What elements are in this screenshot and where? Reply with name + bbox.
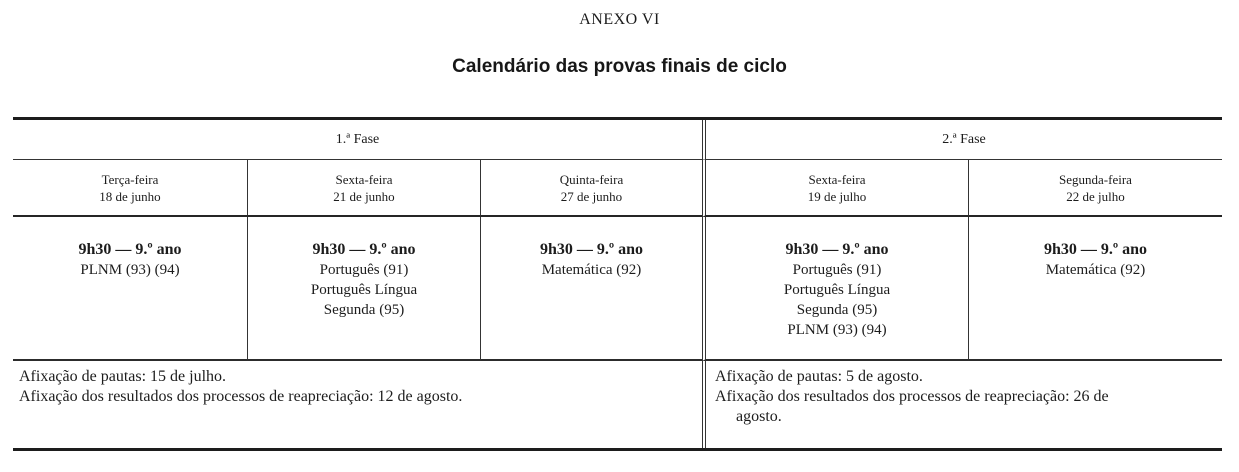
document-title: Calendário das provas finais de ciclo [452, 56, 787, 77]
exam-time: 9h30 — 9.º ano [78, 241, 182, 258]
exam-cell-col1 [13, 217, 247, 361]
footer-line: Afixação dos resultados dos processos de reapreciação: 26 de [715, 388, 1109, 405]
exam-subject: Português (91) [319, 262, 409, 278]
date-text: 18 de junho [99, 189, 161, 204]
phase-header-fase2 [702, 120, 1222, 160]
footer-line: Afixação dos resultados dos processos de reapreciação: 12 de agosto. [19, 388, 463, 405]
phase-label: 1.ª Fase [335, 131, 380, 147]
footer-note-fase1 [13, 361, 702, 448]
date-text: 21 de junho [333, 189, 395, 204]
day-name: Sexta-feira [808, 172, 866, 187]
exam-subject: PLNM (93) (94) [80, 262, 180, 278]
exam-time: 9h30 — 9.º ano [1043, 241, 1148, 258]
exam-time: 9h30 — 9.º ano [312, 241, 416, 258]
date-cell-col2 [247, 160, 480, 217]
exam-subject: PLNM (93) (94) [787, 322, 887, 338]
date-cell-col5 [968, 160, 1222, 217]
date-text: 22 de julho [1066, 189, 1125, 204]
annex-heading: ANEXO VI [579, 11, 660, 28]
exam-subject: Matemática (92) [541, 262, 642, 278]
exam-subject: Matemática (92) [1045, 262, 1146, 278]
day-name: Sexta-feira [335, 172, 393, 187]
exam-time: 9h30 — 9.º ano [539, 241, 644, 258]
footer-note-fase2 [702, 361, 1222, 448]
exam-subject: Português Língua [310, 282, 418, 298]
phase-header-fase1 [13, 120, 702, 160]
exam-cell-col2 [247, 217, 480, 361]
exam-time: 9h30 — 9.º ano [785, 241, 889, 258]
footer-line: agosto. [736, 408, 782, 425]
exam-cell-col4 [702, 217, 968, 361]
date-text: 19 de julho [807, 189, 867, 204]
date-text: 27 de junho [560, 189, 623, 204]
exam-subject: Segunda (95) [796, 302, 878, 318]
exam-subject: Português Língua [783, 282, 891, 298]
phase-label: 2.ª Fase [942, 131, 986, 147]
day-name: Quinta-feira [559, 172, 624, 187]
exam-subject: Segunda (95) [323, 302, 405, 318]
exam-subject: Português (91) [792, 262, 882, 278]
date-cell-col3 [480, 160, 702, 217]
day-name: Terça-feira [101, 172, 159, 187]
day-name: Segunda-feira [1059, 172, 1132, 187]
exam-cell-col3 [480, 217, 702, 361]
exam-calendar-table [13, 117, 1222, 451]
footer-line: Afixação de pautas: 15 de julho. [19, 368, 227, 385]
date-cell-col1 [13, 160, 247, 217]
exam-cell-col5 [968, 217, 1222, 361]
footer-line: Afixação de pautas: 5 de agosto. [715, 368, 923, 385]
date-cell-col4 [702, 160, 968, 217]
